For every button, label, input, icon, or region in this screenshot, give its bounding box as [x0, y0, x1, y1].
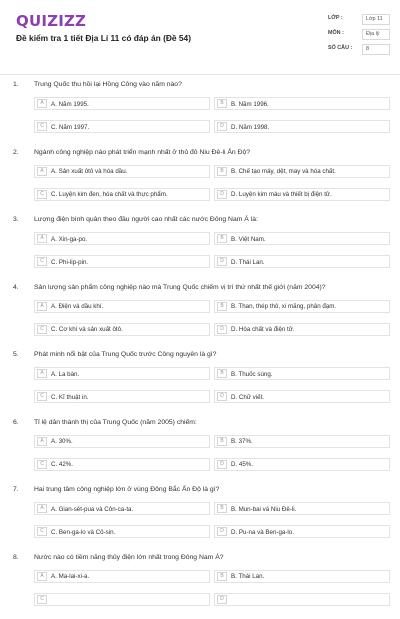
- meta-box: [326, 12, 388, 57]
- option-letter-badge: B: [217, 369, 227, 378]
- option-letter-badge: C: [37, 527, 47, 536]
- option-text: C. 42%.: [51, 461, 73, 468]
- answer-option-c[interactable]: [34, 458, 210, 471]
- answer-option-b[interactable]: [214, 435, 390, 448]
- option-letter-badge: D: [217, 595, 227, 604]
- option-text: A. Gian-sét-pua và Côn-ca-ta.: [51, 506, 133, 513]
- meta-label-subject: MÔN :: [328, 30, 344, 36]
- option-letter-badge: B: [217, 572, 227, 581]
- option-text: B. Năm 1996.: [231, 101, 269, 108]
- option-letter-badge: A: [37, 167, 47, 176]
- question-text: Nước nào có tiềm năng thủy điện lớn nhất trong Đông Nam Á?: [34, 554, 374, 561]
- option-text: A. Năm 1995.: [51, 101, 89, 108]
- option-text: B. Thuốc súng.: [231, 371, 273, 378]
- answer-option-a[interactable]: [34, 502, 210, 515]
- option-text: D. Luyện kim màu và thiết bị điện tử.: [231, 191, 332, 198]
- option-text: B. Mun-bai và Niu Đê-li.: [231, 506, 296, 513]
- quizizz-logo[interactable]: QUIZIZZ: [16, 12, 86, 30]
- option-letter-badge: D: [217, 257, 227, 266]
- question-list: [0, 79, 400, 619]
- answer-option-b[interactable]: [214, 502, 390, 515]
- answer-option-d[interactable]: [214, 323, 390, 336]
- option-text: A. La bàn.: [51, 371, 79, 378]
- option-text: A. 30%.: [51, 438, 73, 445]
- question-text: Trung Quốc thu hồi lại Hồng Công vào năm nào?: [34, 81, 374, 88]
- answer-option-a[interactable]: [34, 435, 210, 448]
- meta-value-class: Lớp 11: [362, 14, 390, 25]
- meta-row-class: [326, 12, 388, 27]
- option-text: C. Luyện kim đen, hóa chất và thực phẩm.: [51, 191, 168, 198]
- option-letter-badge: C: [37, 190, 47, 199]
- question-text: Hai trung tâm công nghiệp lớn ở vùng Đông Bắc Ấn Độ là gì?: [34, 486, 374, 493]
- option-text: D. 45%.: [231, 461, 253, 468]
- meta-row-subject: [326, 27, 388, 42]
- answer-option-c[interactable]: [34, 188, 210, 201]
- option-letter-badge: D: [217, 527, 227, 536]
- option-letter-badge: B: [217, 437, 227, 446]
- question-number: 8.: [13, 554, 19, 561]
- question-item: [0, 214, 400, 282]
- option-letter-badge: A: [37, 572, 47, 581]
- answer-option-c[interactable]: [34, 525, 210, 538]
- option-letter-badge: A: [37, 437, 47, 446]
- option-text: C. Phi-lip-pin.: [51, 259, 88, 266]
- option-text: B. Việt Nam.: [231, 236, 266, 243]
- option-letter-badge: B: [217, 234, 227, 243]
- answer-option-a[interactable]: [34, 165, 210, 178]
- answer-option-a[interactable]: [34, 232, 210, 245]
- option-letter-badge: B: [217, 302, 227, 311]
- answer-option-a[interactable]: [34, 300, 210, 313]
- option-letter-badge: C: [37, 257, 47, 266]
- question-item: [0, 349, 400, 417]
- option-text: B. 37%.: [231, 438, 253, 445]
- option-text: D. Năm 1998.: [231, 124, 269, 131]
- question-text: Phát minh nổi bật của Trung Quốc trước Công nguyên là gì?: [34, 351, 374, 358]
- option-text: A. Điện và dầu khí.: [51, 303, 103, 310]
- answer-option-a[interactable]: [34, 97, 210, 110]
- question-number: 5.: [13, 351, 19, 358]
- option-letter-badge: B: [217, 99, 227, 108]
- option-letter-badge: B: [217, 167, 227, 176]
- question-item: [0, 79, 400, 147]
- answer-option-a[interactable]: [34, 367, 210, 380]
- header: [0, 0, 400, 66]
- option-text: C. Năm 1997.: [51, 124, 89, 131]
- answer-option-d[interactable]: [214, 120, 390, 133]
- option-letter-badge: A: [37, 369, 47, 378]
- option-text: C. Cơ khí và sản xuất ôtô.: [51, 326, 123, 333]
- question-item: [0, 147, 400, 215]
- option-text: C. Ben-ga-lo và Cô-sin.: [51, 529, 115, 536]
- question-text: Sản lượng sản phẩm công nghiệp nào mà Trung Quốc chiếm vị trí thứ nhất thế giới (năm 2004)?: [34, 284, 374, 291]
- option-letter-badge: D: [217, 460, 227, 469]
- option-letter-badge: A: [37, 234, 47, 243]
- question-number: 4.: [13, 284, 19, 291]
- option-text: D. Chữ viết.: [231, 394, 264, 401]
- option-letter-badge: D: [217, 190, 227, 199]
- question-item: [0, 417, 400, 485]
- answer-option-b[interactable]: [214, 367, 390, 380]
- option-text: B. Thái Lan.: [231, 573, 264, 580]
- option-letter-badge: A: [37, 302, 47, 311]
- option-text: B. Chế tạo máy, dệt, may và hóa chất.: [231, 168, 336, 175]
- option-text: A. Sản xuất ôtô và hóa dầu.: [51, 168, 127, 175]
- answer-option-a[interactable]: [34, 570, 210, 583]
- option-text: B. Than, thép thô, xi măng, phân đạm.: [231, 303, 336, 310]
- option-text: A. Ma-lai-xi-a.: [51, 573, 89, 580]
- question-text: Ngành công nghiệp nào phát triển mạnh nhất ở thủ đô Niu Đê-li Ấn Độ?: [34, 149, 374, 156]
- meta-label-class: LỚP :: [328, 15, 343, 21]
- answer-option-c[interactable]: [34, 255, 210, 268]
- answer-option-b[interactable]: [214, 570, 390, 583]
- option-letter-badge: C: [37, 595, 47, 604]
- answer-option-c[interactable]: [34, 120, 210, 133]
- option-letter-badge: C: [37, 460, 47, 469]
- question-text: Lượng điện bình quân theo đầu người cao nhất các nước Đông Nam Á là:: [34, 216, 374, 223]
- question-text: Tỉ lệ dân thành thị của Trung Quốc (năm 2005) chiếm:: [34, 419, 374, 426]
- option-text: D. Thái Lan.: [231, 259, 265, 266]
- option-letter-badge: A: [37, 99, 47, 108]
- meta-value-subject: Địa lý: [362, 29, 390, 40]
- answer-option-b[interactable]: [214, 97, 390, 110]
- answer-option-c[interactable]: [34, 323, 210, 336]
- answer-option-b[interactable]: [214, 300, 390, 313]
- answer-option-d[interactable]: [214, 525, 390, 538]
- question-number: 3.: [13, 216, 19, 223]
- meta-label-count: SỐ CÂU :: [328, 45, 352, 51]
- question-item: [0, 484, 400, 552]
- option-text: D. Hóa chất và điện tử.: [231, 326, 295, 333]
- answer-option-d[interactable]: [214, 188, 390, 201]
- question-number: 1.: [13, 81, 19, 88]
- meta-value-count: 8: [362, 44, 390, 55]
- option-letter-badge: C: [37, 122, 47, 131]
- option-letter-badge: D: [217, 122, 227, 131]
- option-text: C. Kĩ thuật in.: [51, 394, 89, 401]
- answer-option-d[interactable]: [214, 255, 390, 268]
- option-letter-badge: C: [37, 325, 47, 334]
- option-letter-badge: D: [217, 325, 227, 334]
- question-number: 7.: [13, 486, 19, 493]
- answer-option-b[interactable]: [214, 165, 390, 178]
- option-letter-badge: D: [217, 392, 227, 401]
- option-letter-badge: B: [217, 504, 227, 513]
- question-number: 6.: [13, 419, 19, 426]
- question-item: [0, 282, 400, 350]
- answer-option-d[interactable]: [214, 593, 390, 606]
- page-title: Đề kiểm tra 1 tiết Địa Lí 11 có đáp án (Đề 54): [16, 33, 191, 43]
- option-text: D. Pu-na và Ben-ga-lo.: [231, 529, 294, 536]
- meta-row-count: [326, 42, 388, 57]
- option-letter-badge: C: [37, 392, 47, 401]
- answer-option-d[interactable]: [214, 390, 390, 403]
- answer-option-c[interactable]: [34, 593, 210, 606]
- question-item: [0, 552, 400, 619]
- answer-option-d[interactable]: [214, 458, 390, 471]
- answer-option-c[interactable]: [34, 390, 210, 403]
- question-number: 2.: [13, 149, 19, 156]
- header-divider: [0, 74, 400, 75]
- answer-option-b[interactable]: [214, 232, 390, 245]
- option-letter-badge: A: [37, 504, 47, 513]
- option-text: A. Xin-ga-po.: [51, 236, 87, 243]
